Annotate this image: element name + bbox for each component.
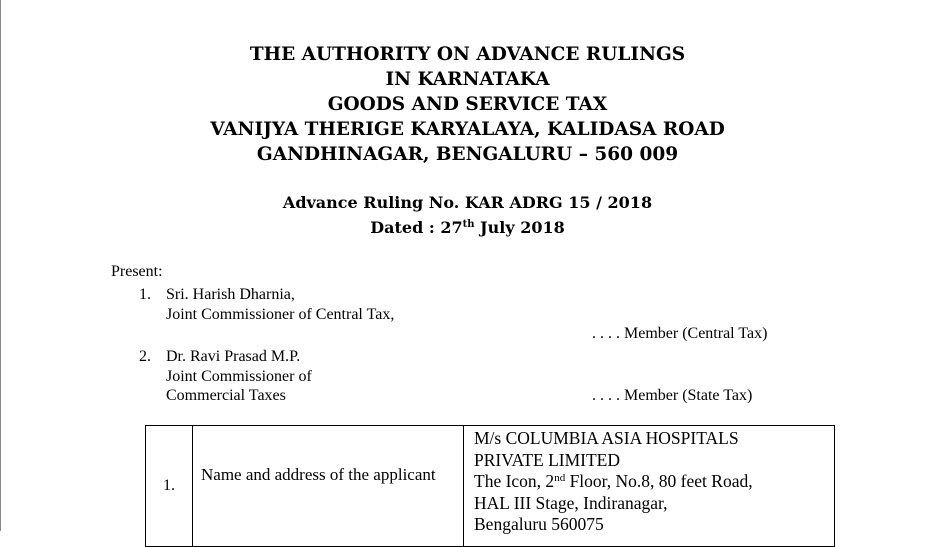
- applicant-table: [145, 425, 835, 547]
- member-number: 1.: [139, 286, 151, 303]
- header-line: THE AUTHORITY ON ADVANCE RULINGS: [249, 44, 686, 65]
- ruling-date: Dated : 27th July 2018: [370, 218, 565, 237]
- applicant-address-line: The Icon, 2nd Floor, No.8, 80 feet Road,: [474, 471, 753, 491]
- applicant-address-line: Bengaluru 560075: [474, 514, 604, 534]
- present-label: Present:: [111, 263, 163, 280]
- table-row: [146, 426, 835, 547]
- member-role: . . . . Member (State Tax): [592, 387, 753, 404]
- ruling-number: Advance Ruling No. KAR ADRG 15 / 2018: [282, 193, 653, 212]
- ruling-block: [0, 190, 935, 240]
- member-number: 2.: [139, 348, 151, 365]
- authority-header: [0, 42, 935, 167]
- header-line: IN KARNATAKA: [385, 69, 550, 90]
- applicant-details: [464, 426, 835, 547]
- member-name: Dr. Ravi Prasad M.P.: [166, 348, 301, 365]
- member-designation: Joint Commissioner of Central Tax,: [166, 306, 395, 323]
- header-line: VANIJYA THERIGE KARYALAYA, KALIDASA ROAD: [210, 119, 725, 140]
- applicant-name-line: M/s COLUMBIA ASIA HOSPITALS: [474, 428, 739, 448]
- applicant-name-line: PRIVATE LIMITED: [474, 449, 620, 470]
- applicant-address-line: HAL III Stage, Indiranagar,: [474, 492, 668, 513]
- member-designation: Commercial Taxes: [166, 387, 286, 404]
- member-name: Sri. Harish Dharnia,: [166, 286, 295, 303]
- member-role: . . . . Member (Central Tax): [592, 325, 768, 342]
- row-label: Name and address of the applicant: [193, 426, 464, 547]
- member-designation: Joint Commissioner of: [166, 368, 312, 385]
- header-line: GOODS AND SERVICE TAX: [327, 94, 608, 115]
- header-line: GANDHINAGAR, BENGALURU – 560 009: [256, 144, 679, 165]
- row-number: 1.: [146, 426, 193, 547]
